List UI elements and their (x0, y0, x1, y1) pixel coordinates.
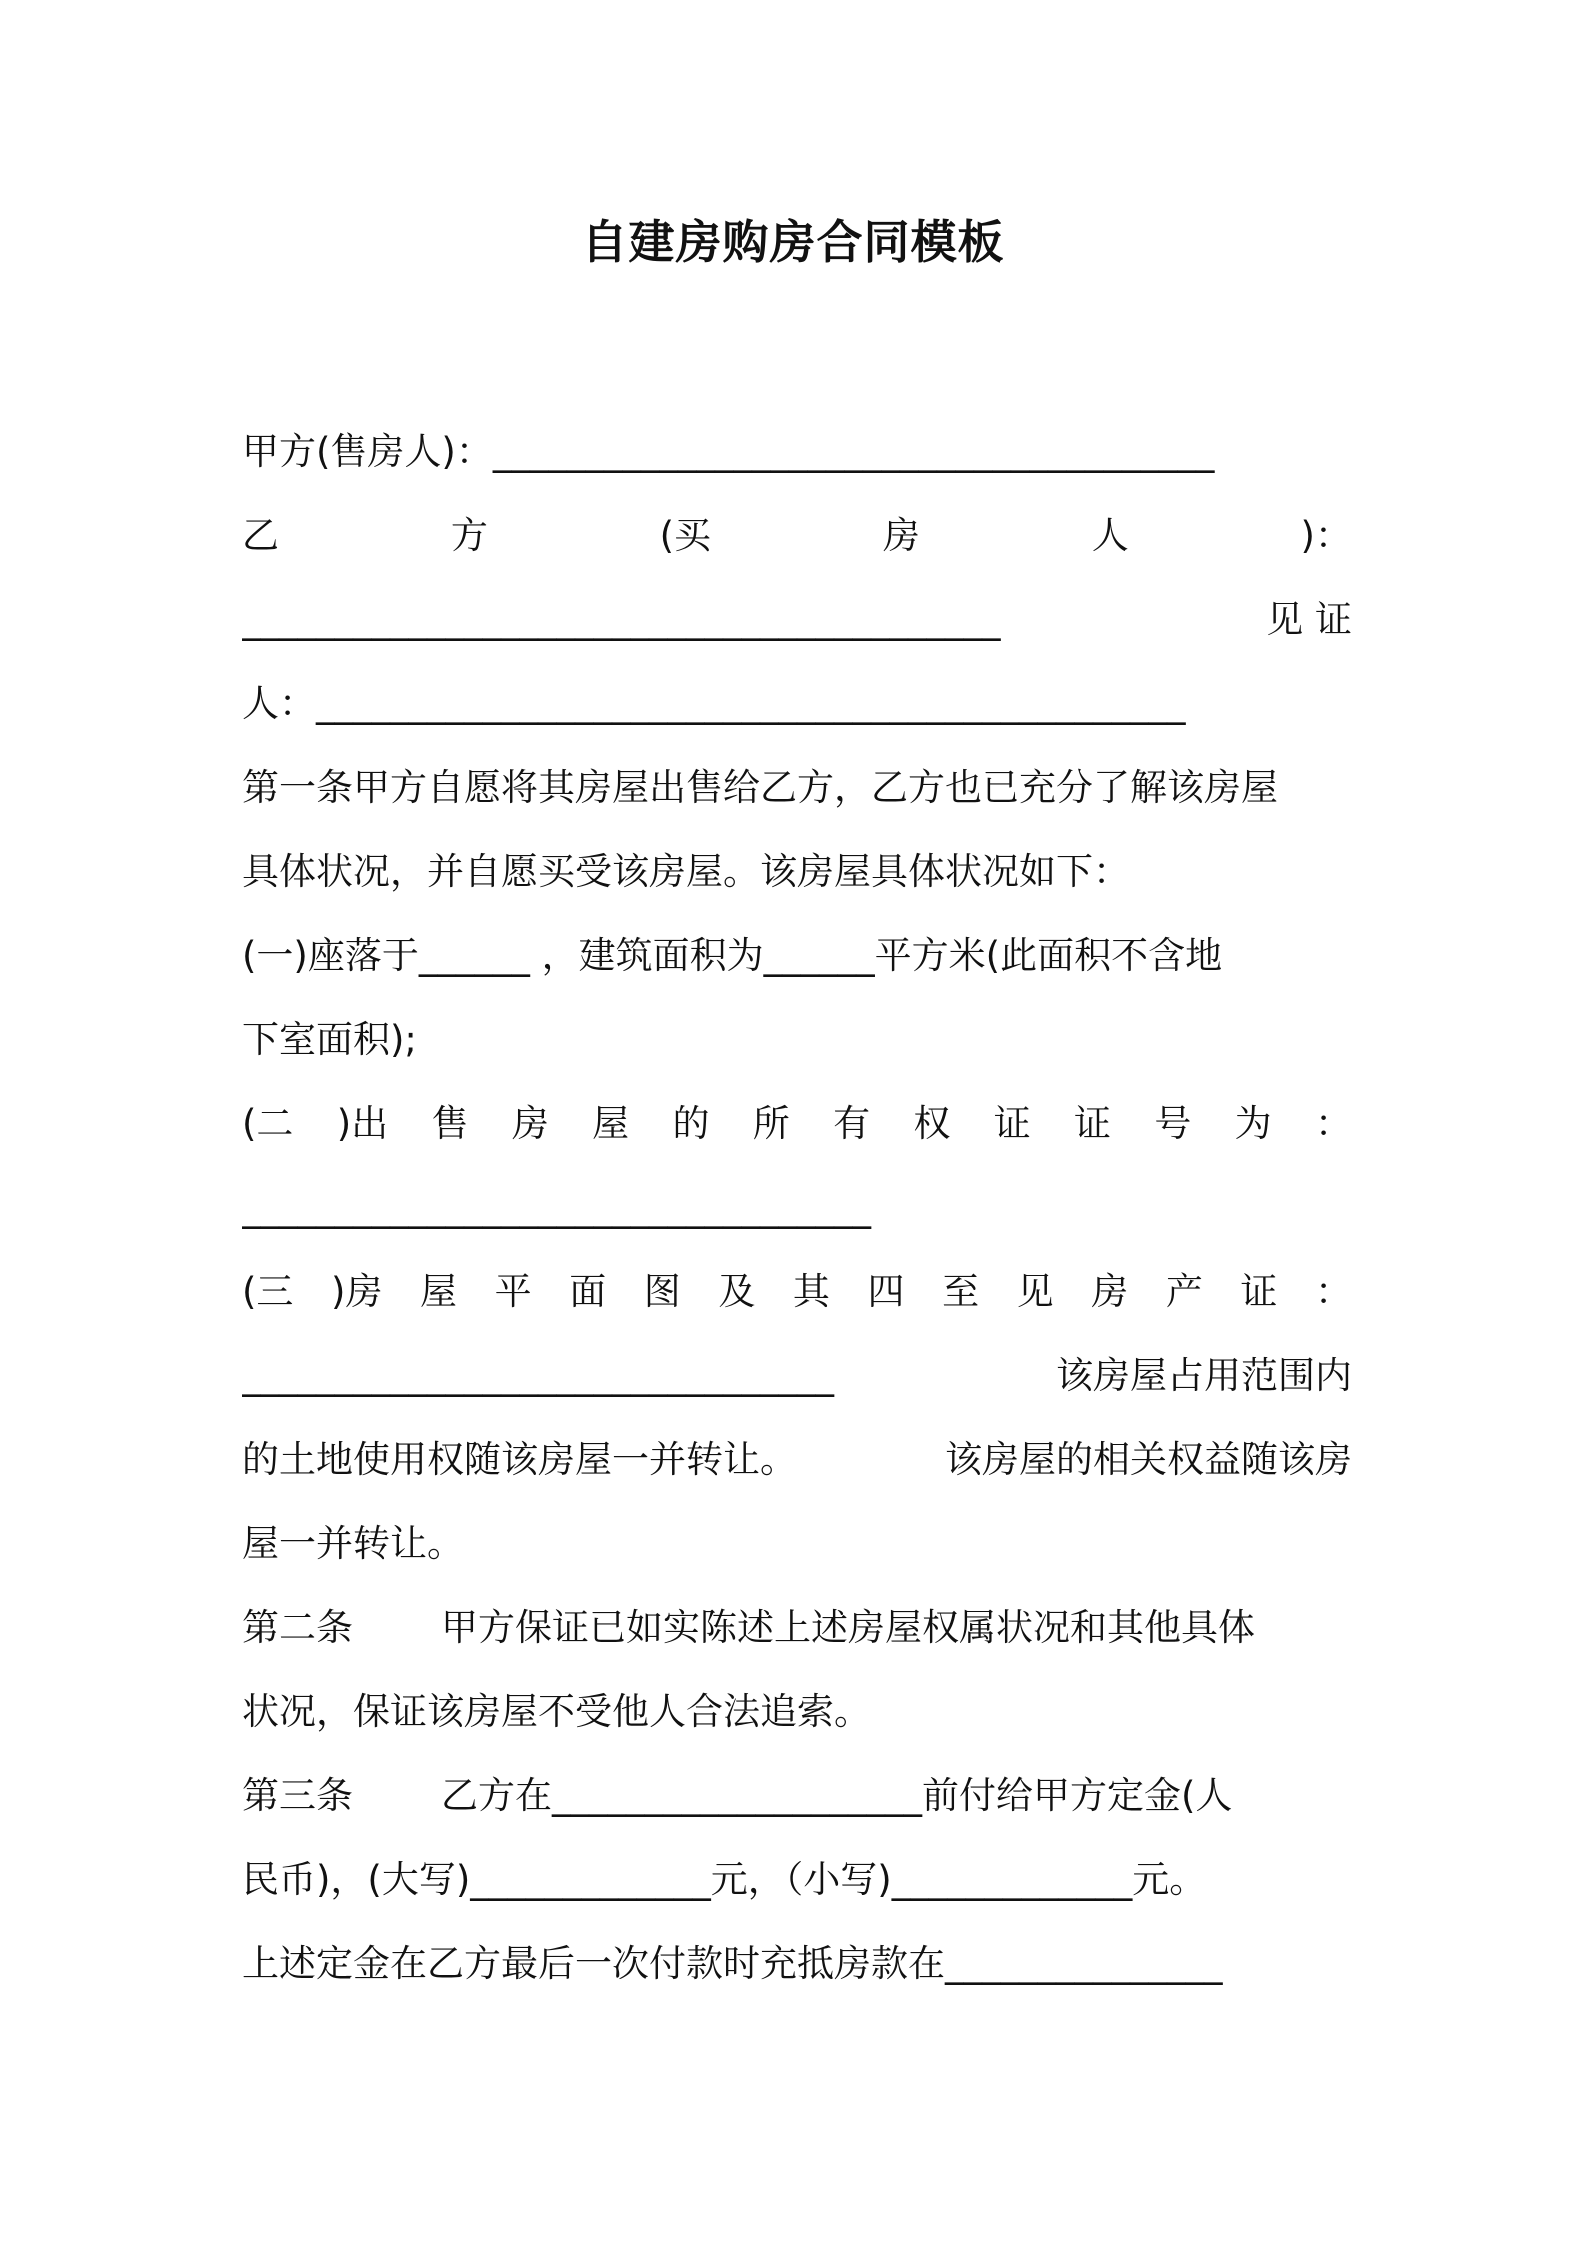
article-2-line-2: 状况，保证该房屋不受他人合法追索。 (242, 1690, 871, 1733)
item-3-part: 其 (792, 1270, 830, 1313)
seller-line: 甲方(售房人)：_______________________________________ (242, 430, 1215, 473)
item-2-part: 屋 (592, 1102, 630, 1145)
rights-text: 该房屋的相关权益随该房 (945, 1438, 1352, 1481)
item-2-part: 有 (833, 1102, 871, 1145)
certificate-number-blank: __________________________________ (242, 1186, 871, 1229)
article-1-line-1: 第一条甲方自愿将其房屋出售给乙方，乙方也已充分了解该房屋 (242, 766, 1278, 809)
item-3-part: 产 (1165, 1270, 1203, 1313)
floor-plan-blank: ________________________________ (242, 1354, 834, 1397)
item-2-part: 的 (672, 1102, 710, 1145)
item-2-part: 号 (1154, 1102, 1192, 1145)
article-2-label: 第二条 (242, 1606, 353, 1649)
article-3-line-3: 上述定金在乙方最后一次付款时充抵房款在_______________ (242, 1942, 1223, 1985)
document-title: 自建房购房合同模板 (581, 215, 1005, 269)
item-3-part: 图 (643, 1270, 681, 1313)
buyer-blank-witness-line (242, 578, 1352, 662)
buyer-part: 方 (450, 514, 488, 557)
article-2-text: 甲方保证已如实陈述上述房屋权属状况和其他具体 (441, 1606, 1255, 1649)
item-2-part: 为 (1234, 1102, 1272, 1145)
item-3-part: 平 (494, 1270, 532, 1313)
item-2-part: (二 (242, 1102, 294, 1145)
item-3-part: 四 (867, 1270, 905, 1313)
buyer-part: (买 (659, 514, 712, 557)
item-2-part: 证 (993, 1102, 1031, 1145)
item-3-part: 见 (1016, 1270, 1054, 1313)
buyer-part: 乙 (242, 514, 279, 557)
item-3-part: 证 (1240, 1270, 1278, 1313)
item-2-part: 权 (913, 1102, 951, 1145)
land-use-text: 的土地使用权随该房屋一并转让。 (242, 1438, 797, 1481)
buyer-blank: _________________________________________ (242, 598, 1001, 641)
item-3-part: 屋 (420, 1270, 458, 1313)
witness-label-start: 见 证 (1266, 598, 1352, 641)
item-3-part: (三 (242, 1270, 294, 1313)
article-3-label: 第三条 (242, 1774, 353, 1817)
item-3-line (242, 1250, 1352, 1334)
item-3-part: )房 (331, 1270, 383, 1313)
article-3-line-2: 民币)，(大写)_____________元，（小写)_____________元。 (242, 1858, 1207, 1901)
item-2-part: )出 (336, 1102, 389, 1145)
item-2-part: 证 (1074, 1102, 1111, 1145)
transfer-line: 屋一并转让。 (242, 1522, 464, 1565)
buyer-line (242, 494, 1352, 578)
item-3-part: ： (1314, 1270, 1352, 1313)
item-2-part: ： (1314, 1102, 1352, 1145)
item-3-part: 及 (718, 1270, 756, 1313)
document-body (242, 410, 1352, 2006)
buyer-part: 房 (882, 514, 920, 557)
item-2-part: 房 (511, 1102, 549, 1145)
item-3-part: 至 (942, 1270, 980, 1313)
item-2-part: 售 (431, 1102, 469, 1145)
land-use-line (242, 1418, 1352, 1502)
item-1-line-2: 下室面积); (242, 1018, 417, 1061)
buyer-part: 人 (1091, 514, 1129, 557)
item-3-part: 房 (1091, 1270, 1129, 1313)
article-3-line-1 (242, 1754, 1352, 1838)
buyer-part: )： (1300, 514, 1352, 557)
article-2-line-1 (242, 1586, 1352, 1670)
witness-line: 人：_______________________________________________ (242, 682, 1186, 725)
item-1-line-1: (一)座落于______ ，建筑面积为______平方米(此面积不含地 (242, 934, 1223, 977)
article-3-text: 乙方在____________________前付给甲方定金(人 (441, 1774, 1233, 1817)
land-use-text-start: 该房屋占用范围内 (1056, 1354, 1352, 1397)
item-2-part: 所 (752, 1102, 790, 1145)
article-1-line-2: 具体状况，并自愿买受该房屋。该房屋具体状况如下： (242, 850, 1130, 893)
item-2-line (242, 1082, 1352, 1166)
floor-plan-blank-line (242, 1334, 1352, 1418)
item-3-part: 面 (569, 1270, 607, 1313)
